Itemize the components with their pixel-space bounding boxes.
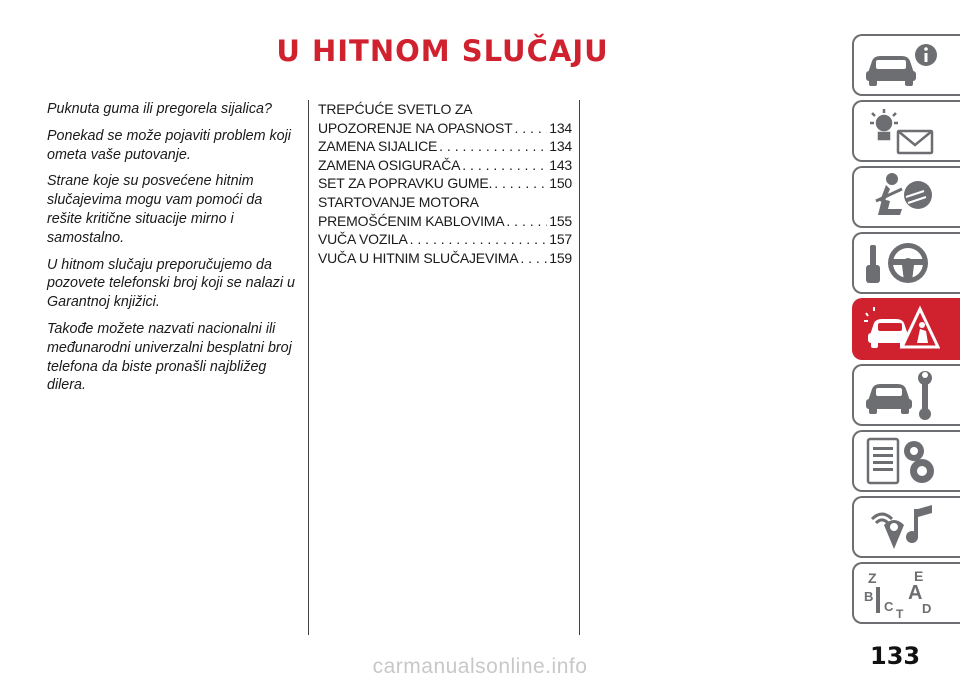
specifications-gears-icon bbox=[862, 435, 940, 487]
toc-item-label: ZAMENA SIJALICE bbox=[318, 138, 438, 155]
toc-item-page: 143 bbox=[549, 156, 572, 173]
car-maintenance-icon bbox=[862, 369, 940, 421]
toc-leader-dots bbox=[504, 212, 547, 231]
toc-item-page: 157 bbox=[549, 231, 572, 248]
tab-specifications[interactable] bbox=[852, 430, 960, 492]
toc-item-label: PREMOŠĆENIM KABLOVIMA bbox=[318, 212, 505, 229]
toc-item-page: 150 bbox=[549, 175, 572, 192]
index-letter: T bbox=[896, 607, 904, 619]
toc-item-tire-repair-kit[interactable] bbox=[318, 174, 572, 193]
tab-multimedia[interactable] bbox=[852, 496, 960, 558]
toc-item-line: STARTOVANJE MOTORA bbox=[318, 193, 479, 210]
intro-text bbox=[47, 100, 299, 403]
toc-item-page: 155 bbox=[549, 212, 572, 229]
toc-item-line: TREPĆUĆE SVETLO ZA bbox=[318, 101, 473, 117]
watermark: carmanualsonline.info bbox=[372, 655, 588, 678]
tab-emergency[interactable] bbox=[852, 298, 960, 360]
tab-index[interactable] bbox=[852, 562, 960, 624]
index-letter: A bbox=[908, 582, 923, 604]
index-letter: D bbox=[922, 601, 932, 616]
chapter-tabs bbox=[852, 34, 960, 628]
toc-leader-dots bbox=[408, 230, 548, 249]
tab-car-info[interactable] bbox=[852, 34, 960, 96]
emergency-car-warning-icon bbox=[862, 303, 940, 355]
toc-item-label: VUČA U HITNIM SLUČAJEVIMA bbox=[318, 249, 519, 266]
warning-lights-icon bbox=[862, 105, 940, 157]
toc-item-label: UPOZORENJE NA OPASNOST bbox=[318, 119, 513, 136]
column-divider bbox=[579, 100, 580, 635]
toc-leader-dots bbox=[518, 249, 547, 268]
column-divider bbox=[308, 100, 309, 635]
toc-item-jump-starting[interactable] bbox=[318, 193, 572, 230]
toc-leader-dots bbox=[492, 174, 547, 193]
page-title: U HITNOM SLUČAJU bbox=[276, 34, 609, 68]
index-letter: Z bbox=[868, 570, 877, 586]
car-info-icon bbox=[862, 39, 940, 91]
tab-key-steering[interactable] bbox=[852, 232, 960, 294]
tab-warning-lights[interactable] bbox=[852, 100, 960, 162]
intro-paragraph: Ponekad se može pojaviti problem koji ometa vaše putovanje. bbox=[47, 127, 291, 163]
tab-maintenance[interactable] bbox=[852, 364, 960, 426]
multimedia-icon bbox=[862, 501, 940, 553]
toc-item-emergency-towing[interactable] bbox=[318, 249, 572, 268]
toc-item-fuse-replacement[interactable] bbox=[318, 156, 572, 175]
toc-item-bulb-replacement[interactable] bbox=[318, 137, 572, 156]
key-steering-wheel-icon bbox=[862, 237, 940, 289]
toc-leader-dots bbox=[513, 119, 548, 138]
index-letter: C bbox=[884, 599, 894, 614]
intro-paragraph: Strane koje su posvećene hitnim slučajevima mogu vam pomoći da rešite kritične situacije mirno i samostalno. bbox=[47, 173, 263, 246]
table-of-contents bbox=[318, 100, 572, 267]
intro-paragraph: Takođe možete nazvati nacionalni ili međunarodni univerzalni besplatni broj telefona da biste pronašli najbližeg dilera. bbox=[47, 320, 292, 394]
intro-paragraph: U hitnom slučaju preporučujemo da pozovete telefonski broj koji se nalazi u Garantnoj knjižici. bbox=[47, 256, 295, 311]
toc-leader-dots bbox=[460, 156, 547, 175]
seat-airbag-icon bbox=[862, 171, 940, 223]
index-letter: B bbox=[864, 589, 874, 604]
toc-item-page: 159 bbox=[549, 249, 572, 266]
toc-leader-dots bbox=[437, 137, 547, 156]
toc-item-page: 134 bbox=[549, 138, 572, 155]
toc-item-vehicle-towing[interactable] bbox=[318, 230, 572, 249]
toc-item-label: SET ZA POPRAVKU GUME. bbox=[318, 175, 493, 192]
alphabetical-index-icon bbox=[862, 567, 940, 619]
toc-item-page: 134 bbox=[549, 119, 572, 136]
intro-paragraph: Puknuta guma ili pregorela sijalica? bbox=[47, 101, 272, 117]
page-number: 133 bbox=[870, 642, 921, 670]
toc-item-hazard-lights[interactable] bbox=[318, 100, 572, 137]
tab-seat-airbag[interactable] bbox=[852, 166, 960, 228]
index-letter: E bbox=[914, 568, 924, 584]
toc-item-label: ZAMENA OSIGURAČA bbox=[318, 156, 461, 173]
toc-item-label: VUČA VOZILA bbox=[318, 231, 408, 248]
